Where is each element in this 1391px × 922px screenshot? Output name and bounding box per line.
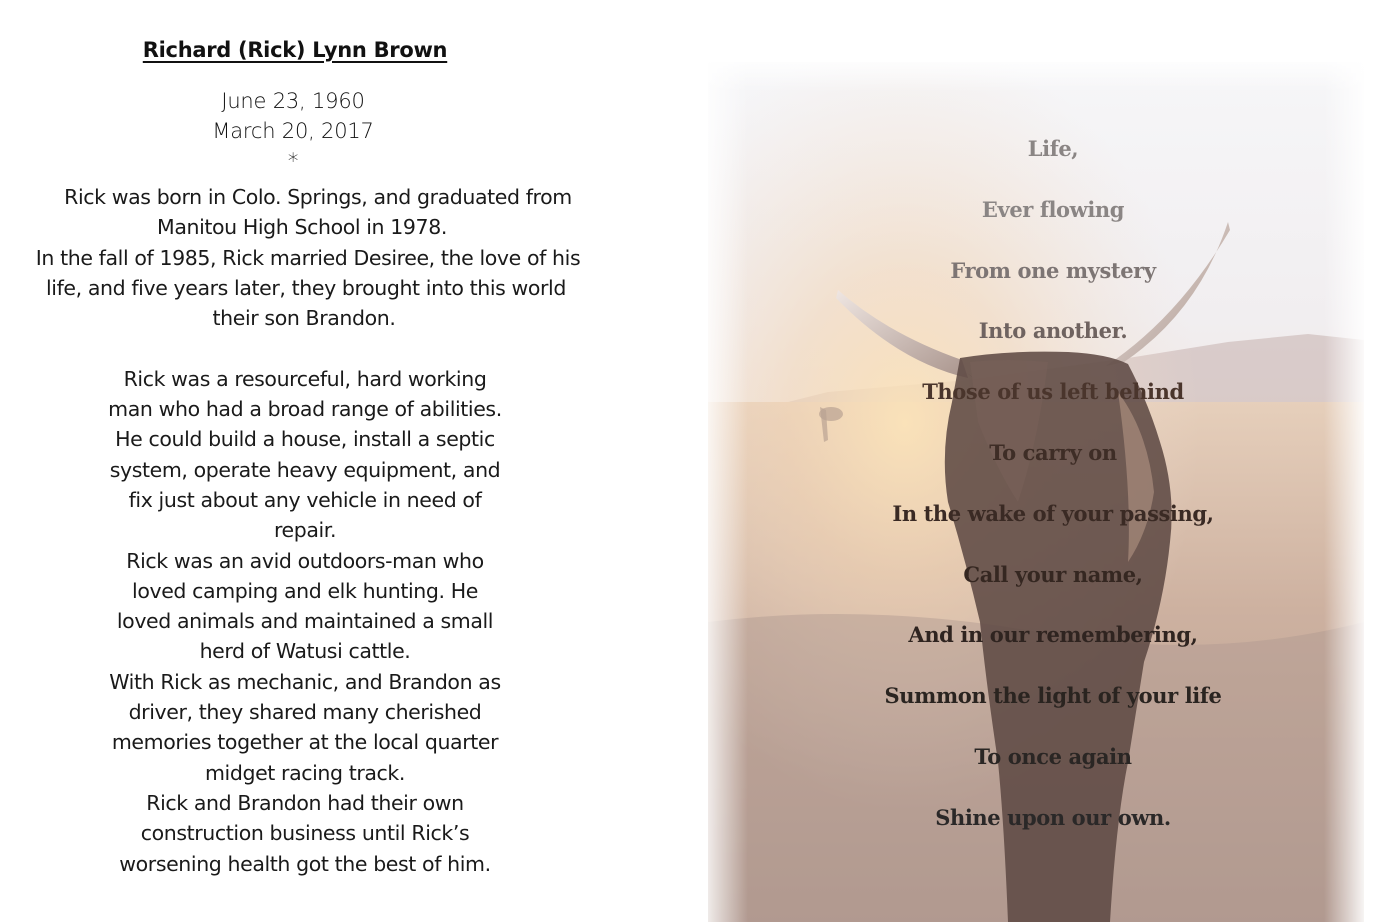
poem-line: From one mystery [950, 258, 1156, 283]
longhorn-photo [708, 62, 1364, 922]
bio-line: loved camping and elk hunting. He [132, 578, 478, 603]
bio-line: Rick was a resourceful, hard working [123, 366, 487, 391]
bio-line: midget racing track. [204, 760, 406, 785]
poem-line: Summon the light of your life [884, 683, 1222, 708]
bio-line: system, operate heavy equipment, and [109, 457, 501, 482]
bio-line: life, and five years later, they brought into this world [46, 275, 566, 300]
poem-line: Ever flowing [981, 197, 1125, 222]
poem-line: In the wake of your passing, [892, 501, 1214, 526]
bio-line: Rick was born in Colo. Springs, and graduated from [64, 185, 572, 209]
bio-line: He could build a house, install a septic [115, 427, 495, 452]
poem-line: To once again [974, 744, 1132, 769]
death-date: March 20, 2017 [212, 119, 374, 143]
poem-line: Call your name, [963, 562, 1143, 587]
poem-line: Those of us left behind [922, 379, 1184, 404]
bio-line: Manitou High School in 1978. [157, 215, 447, 240]
asterisk-divider: * [287, 149, 299, 173]
bio-line: worsening health got the best of him. [119, 851, 491, 876]
poem-line: Into another. [978, 318, 1128, 343]
bio-line: Rick was an avid outdoors-man who [126, 548, 484, 573]
bio-line: their son Brandon. [212, 306, 396, 331]
paragraph-gap [0, 333, 610, 363]
bio-line: Rick and Brandon had their own [146, 790, 464, 815]
biography-text [0, 182, 610, 879]
life-dates [0, 86, 586, 176]
bio-line: herd of Watusi cattle. [199, 639, 411, 664]
bio-line: fix just about any vehicle in need of [128, 487, 482, 512]
obituary-page [0, 0, 610, 902]
bio-line: With Rick as mechanic, and Brandon as [109, 669, 501, 694]
bio-line: man who had a broad range of abilities. [108, 397, 502, 422]
bio-line: repair. [273, 518, 337, 543]
bio-line: In the fall of 1985, Rick married Desiree, the love of his [35, 245, 581, 270]
bio-line: loved animals and maintained a small [116, 609, 494, 634]
birth-date: June 23, 1960 [221, 89, 365, 113]
poem-line: Shine upon our own. [935, 805, 1171, 830]
poem-line: Life, [1027, 136, 1079, 161]
bio-line: memories together at the local quarter [111, 730, 499, 755]
bio-line: construction business until Rick’s [140, 821, 470, 846]
bio-line: driver, they shared many cherished [128, 700, 482, 725]
memorial-photo-panel [708, 62, 1364, 922]
obituary-title: Richard (Rick) Lynn Brown [142, 38, 448, 62]
poem-line: To carry on [989, 440, 1117, 465]
poem-line: And in our remembering, [908, 622, 1198, 647]
